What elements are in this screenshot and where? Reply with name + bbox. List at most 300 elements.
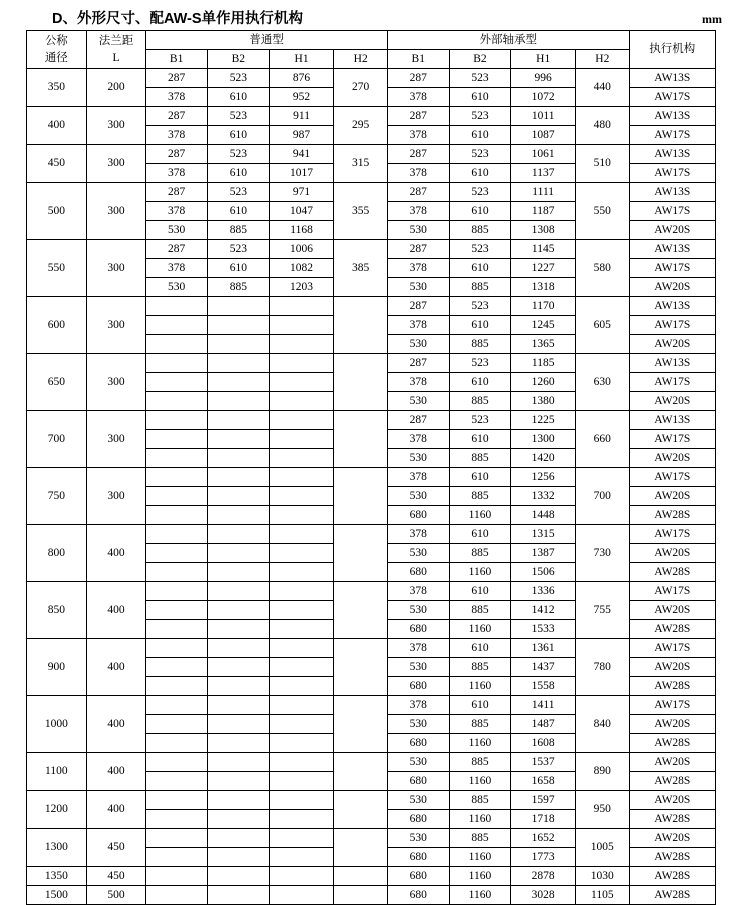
table-row: [27, 354, 716, 373]
cell-std-h1: 911: [269, 107, 334, 126]
cell-std-h1: [269, 468, 334, 487]
cell-ext-eb2: 610: [449, 202, 511, 221]
cell-std-b1: [146, 582, 208, 601]
cell-ext-eb1: 378: [387, 202, 449, 221]
cell-actuator: AW20S: [629, 278, 715, 297]
cell-ext-eb2: 885: [449, 278, 511, 297]
cell-std-b1: [146, 791, 208, 810]
cell-actuator: AW13S: [629, 107, 715, 126]
cell-ext-h2: 755: [576, 582, 629, 639]
cell-std-h1: 952: [269, 88, 334, 107]
cell-std-b2: [207, 392, 269, 411]
cell-actuator: AW28S: [629, 734, 715, 753]
table-row: [27, 791, 716, 810]
cell-std-h2: 270: [334, 69, 387, 107]
cell-ext-eb2: 885: [449, 658, 511, 677]
cell-nominal-diameter: 1000: [27, 696, 87, 753]
cell-std-h2: [334, 829, 387, 867]
cell-std-b1: [146, 316, 208, 335]
cell-ext-eb1: 530: [387, 544, 449, 563]
header-b2: B2: [207, 50, 269, 69]
cell-std-h1: [269, 335, 334, 354]
cell-std-b2: 610: [207, 259, 269, 278]
cell-ext-eb2: 610: [449, 696, 511, 715]
cell-std-b1: 378: [146, 259, 208, 278]
table-row: [27, 886, 716, 905]
cell-ext-eb1: 378: [387, 639, 449, 658]
cell-flange-distance: 400: [86, 525, 146, 582]
cell-ext-eb1: 378: [387, 164, 449, 183]
cell-std-h1: [269, 791, 334, 810]
cell-actuator: AW17S: [629, 202, 715, 221]
cell-actuator: AW28S: [629, 810, 715, 829]
cell-ext-eb1: 530: [387, 829, 449, 848]
cell-nominal-diameter: 1200: [27, 791, 87, 829]
cell-ext-eb1: 680: [387, 734, 449, 753]
cell-std-b2: 610: [207, 202, 269, 221]
cell-ext-eh1: 1361: [511, 639, 576, 658]
cell-std-b2: [207, 373, 269, 392]
cell-ext-h2: 510: [576, 145, 629, 183]
cell-std-h1: [269, 544, 334, 563]
cell-ext-eh1: 1185: [511, 354, 576, 373]
table-head: [27, 31, 716, 69]
cell-actuator: AW20S: [629, 753, 715, 772]
cell-actuator: AW13S: [629, 145, 715, 164]
cell-nominal-diameter: 600: [27, 297, 87, 354]
cell-std-b1: [146, 696, 208, 715]
cell-ext-eb1: 378: [387, 259, 449, 278]
cell-ext-eb1: 378: [387, 582, 449, 601]
cell-std-b2: [207, 601, 269, 620]
cell-ext-eb1: 378: [387, 430, 449, 449]
cell-std-b2: [207, 772, 269, 791]
cell-actuator: AW28S: [629, 677, 715, 696]
cell-ext-eb2: 885: [449, 449, 511, 468]
header-row-groups: [27, 31, 716, 50]
cell-ext-eb2: 885: [449, 791, 511, 810]
cell-std-b1: [146, 734, 208, 753]
cell-ext-eb1: 530: [387, 278, 449, 297]
cell-std-h1: 941: [269, 145, 334, 164]
cell-ext-eh1: 1380: [511, 392, 576, 411]
cell-std-b2: [207, 354, 269, 373]
cell-nominal-diameter: 650: [27, 354, 87, 411]
cell-ext-eb2: 885: [449, 487, 511, 506]
cell-ext-eb2: 885: [449, 829, 511, 848]
cell-actuator: AW20S: [629, 829, 715, 848]
cell-flange-distance: 400: [86, 696, 146, 753]
cell-nominal-diameter: 700: [27, 411, 87, 468]
header-ext-b2: B2: [449, 50, 511, 69]
header-nominal-diameter-line2: 通径: [44, 51, 68, 64]
cell-ext-eb1: 530: [387, 715, 449, 734]
cell-std-b2: 610: [207, 126, 269, 145]
cell-actuator: AW20S: [629, 715, 715, 734]
cell-ext-h2: 1105: [576, 886, 629, 905]
cell-ext-h2: 630: [576, 354, 629, 411]
cell-actuator: AW17S: [629, 126, 715, 145]
cell-std-b2: [207, 677, 269, 696]
cell-ext-eb2: 523: [449, 107, 511, 126]
cell-nominal-diameter: 800: [27, 525, 87, 582]
cell-ext-eb1: 680: [387, 620, 449, 639]
cell-ext-h2: 440: [576, 69, 629, 107]
cell-std-b2: [207, 544, 269, 563]
cell-nominal-diameter: 900: [27, 639, 87, 696]
cell-std-b1: 287: [146, 69, 208, 88]
cell-ext-eh1: 1072: [511, 88, 576, 107]
cell-ext-eb1: 378: [387, 525, 449, 544]
cell-ext-eh1: 1608: [511, 734, 576, 753]
cell-ext-eb2: 523: [449, 240, 511, 259]
cell-std-h1: 876: [269, 69, 334, 88]
header-ext-b1: B1: [387, 50, 449, 69]
cell-std-b1: 378: [146, 202, 208, 221]
cell-std-b1: [146, 373, 208, 392]
cell-std-b2: [207, 506, 269, 525]
cell-actuator: AW28S: [629, 848, 715, 867]
cell-ext-eh1: 1537: [511, 753, 576, 772]
cell-actuator: AW17S: [629, 164, 715, 183]
cell-std-h2: [334, 753, 387, 791]
cell-std-b1: [146, 392, 208, 411]
table-row: [27, 468, 716, 487]
cell-std-b2: [207, 715, 269, 734]
cell-std-b2: [207, 297, 269, 316]
cell-std-h1: [269, 316, 334, 335]
cell-ext-eb1: 680: [387, 848, 449, 867]
cell-std-b1: [146, 430, 208, 449]
cell-actuator: AW17S: [629, 696, 715, 715]
cell-actuator: AW17S: [629, 639, 715, 658]
cell-ext-eb2: 610: [449, 430, 511, 449]
cell-actuator: AW20S: [629, 335, 715, 354]
cell-actuator: AW17S: [629, 468, 715, 487]
cell-actuator: AW17S: [629, 430, 715, 449]
cell-ext-eb2: 610: [449, 373, 511, 392]
cell-ext-eh1: 1558: [511, 677, 576, 696]
cell-actuator: AW13S: [629, 69, 715, 88]
cell-actuator: AW17S: [629, 316, 715, 335]
cell-std-b2: [207, 848, 269, 867]
cell-ext-eh1: 1332: [511, 487, 576, 506]
cell-ext-eb1: 378: [387, 126, 449, 145]
cell-std-b1: [146, 487, 208, 506]
table-row: [27, 297, 716, 316]
cell-flange-distance: 300: [86, 240, 146, 297]
table-row: [27, 829, 716, 848]
cell-ext-h2: 1005: [576, 829, 629, 867]
header-nominal-diameter-line1: 公称: [44, 34, 68, 47]
cell-ext-eb1: 530: [387, 487, 449, 506]
cell-flange-distance: 200: [86, 69, 146, 107]
cell-ext-h2: 890: [576, 753, 629, 791]
cell-std-b1: [146, 297, 208, 316]
cell-std-b1: [146, 468, 208, 487]
cell-std-b1: 530: [146, 221, 208, 240]
cell-ext-eb1: 378: [387, 373, 449, 392]
cell-ext-eb2: 1160: [449, 886, 511, 905]
cell-ext-eb1: 530: [387, 753, 449, 772]
cell-actuator: AW20S: [629, 221, 715, 240]
cell-actuator: AW20S: [629, 601, 715, 620]
cell-ext-h2: 580: [576, 240, 629, 297]
cell-actuator: AW20S: [629, 791, 715, 810]
cell-ext-eb2: 885: [449, 753, 511, 772]
cell-std-b2: [207, 696, 269, 715]
cell-std-h1: [269, 696, 334, 715]
cell-std-b2: [207, 582, 269, 601]
cell-std-b1: 530: [146, 278, 208, 297]
cell-ext-eb2: 610: [449, 88, 511, 107]
cell-std-b2: [207, 829, 269, 848]
cell-actuator: AW13S: [629, 411, 715, 430]
cell-ext-eh1: 1011: [511, 107, 576, 126]
cell-actuator: AW20S: [629, 487, 715, 506]
cell-ext-eb2: 610: [449, 525, 511, 544]
cell-std-h1: [269, 525, 334, 544]
cell-std-b2: 885: [207, 221, 269, 240]
cell-ext-eb2: 523: [449, 354, 511, 373]
cell-std-b2: [207, 886, 269, 905]
cell-std-h2: [334, 639, 387, 696]
cell-actuator: AW20S: [629, 544, 715, 563]
cell-nominal-diameter: 350: [27, 69, 87, 107]
cell-ext-eh1: 1318: [511, 278, 576, 297]
cell-std-b1: [146, 411, 208, 430]
cell-ext-eb2: 1160: [449, 867, 511, 886]
cell-actuator: AW28S: [629, 506, 715, 525]
cell-std-h2: [334, 886, 387, 905]
cell-std-b1: [146, 867, 208, 886]
cell-ext-eb1: 378: [387, 468, 449, 487]
cell-std-b2: [207, 487, 269, 506]
cell-actuator: AW28S: [629, 867, 715, 886]
cell-ext-eb2: 610: [449, 164, 511, 183]
cell-actuator: AW13S: [629, 354, 715, 373]
cell-ext-eb2: 885: [449, 544, 511, 563]
cell-std-h2: [334, 468, 387, 525]
cell-std-b2: [207, 449, 269, 468]
cell-ext-eh1: 1187: [511, 202, 576, 221]
cell-ext-eb2: 1160: [449, 506, 511, 525]
table-row: [27, 183, 716, 202]
cell-actuator: AW13S: [629, 297, 715, 316]
cell-ext-eb1: 287: [387, 240, 449, 259]
cell-std-b1: [146, 639, 208, 658]
cell-nominal-diameter: 1300: [27, 829, 87, 867]
cell-std-h1: [269, 411, 334, 430]
header-actuator: 执行机构: [629, 31, 715, 69]
cell-actuator: AW28S: [629, 886, 715, 905]
cell-ext-eb1: 287: [387, 411, 449, 430]
cell-std-h2: [334, 867, 387, 886]
cell-ext-eb2: 1160: [449, 677, 511, 696]
cell-ext-eb2: 610: [449, 468, 511, 487]
cell-ext-eb2: 1160: [449, 848, 511, 867]
cell-ext-eb1: 287: [387, 107, 449, 126]
cell-flange-distance: 400: [86, 582, 146, 639]
cell-ext-eh1: 1487: [511, 715, 576, 734]
cell-nominal-diameter: 450: [27, 145, 87, 183]
table-row: [27, 69, 716, 88]
cell-std-b1: [146, 829, 208, 848]
cell-ext-eh1: 1227: [511, 259, 576, 278]
cell-std-h1: [269, 354, 334, 373]
cell-ext-eb1: 287: [387, 69, 449, 88]
cell-ext-eb1: 680: [387, 772, 449, 791]
cell-std-h1: 971: [269, 183, 334, 202]
cell-std-h1: [269, 715, 334, 734]
cell-std-h1: [269, 506, 334, 525]
cell-std-h2: 355: [334, 183, 387, 240]
header-group-external-bearing: 外部轴承型: [387, 31, 629, 50]
cell-std-h1: [269, 430, 334, 449]
cell-std-b2: [207, 525, 269, 544]
cell-std-h1: 1017: [269, 164, 334, 183]
cell-nominal-diameter: 1100: [27, 753, 87, 791]
cell-ext-eh1: 1718: [511, 810, 576, 829]
header-flange-distance: [86, 31, 146, 69]
cell-ext-eb1: 287: [387, 183, 449, 202]
header-ext-h1: H1: [511, 50, 576, 69]
cell-ext-eh1: 1658: [511, 772, 576, 791]
cell-std-b1: 287: [146, 145, 208, 164]
cell-actuator: AW17S: [629, 259, 715, 278]
cell-flange-distance: 300: [86, 411, 146, 468]
cell-ext-h2: 730: [576, 525, 629, 582]
cell-std-b1: 378: [146, 164, 208, 183]
cell-std-b2: [207, 411, 269, 430]
cell-ext-eb2: 885: [449, 715, 511, 734]
cell-ext-eb2: 1160: [449, 620, 511, 639]
cell-std-h1: [269, 886, 334, 905]
cell-nominal-diameter: 1500: [27, 886, 87, 905]
cell-std-b1: [146, 886, 208, 905]
cell-ext-eh1: 996: [511, 69, 576, 88]
cell-ext-eh1: 1170: [511, 297, 576, 316]
cell-std-b2: [207, 620, 269, 639]
header-h1: H1: [269, 50, 334, 69]
cell-nominal-diameter: 750: [27, 468, 87, 525]
cell-std-h2: [334, 696, 387, 753]
cell-ext-eh1: 1111: [511, 183, 576, 202]
cell-actuator: AW17S: [629, 525, 715, 544]
cell-std-b2: 523: [207, 240, 269, 259]
cell-std-h1: 1082: [269, 259, 334, 278]
cell-ext-eb2: 523: [449, 411, 511, 430]
cell-actuator: AW13S: [629, 183, 715, 202]
cell-actuator: AW17S: [629, 88, 715, 107]
table-row: [27, 696, 716, 715]
cell-ext-eb2: 885: [449, 335, 511, 354]
cell-ext-eh1: 1245: [511, 316, 576, 335]
cell-std-b1: [146, 715, 208, 734]
cell-ext-eh1: 1336: [511, 582, 576, 601]
cell-ext-eb2: 610: [449, 639, 511, 658]
cell-nominal-diameter: 1350: [27, 867, 87, 886]
cell-std-h1: 1203: [269, 278, 334, 297]
cell-std-b2: 523: [207, 145, 269, 164]
cell-std-b1: [146, 563, 208, 582]
cell-std-b2: [207, 335, 269, 354]
page-title: D、外形尺寸、配AW-S单作用执行机构: [52, 11, 304, 27]
table-row: [27, 639, 716, 658]
cell-ext-eh1: 1773: [511, 848, 576, 867]
cell-std-h1: [269, 867, 334, 886]
cell-ext-eb1: 680: [387, 886, 449, 905]
cell-ext-eh1: 1061: [511, 145, 576, 164]
cell-std-h2: 315: [334, 145, 387, 183]
cell-ext-h2: 660: [576, 411, 629, 468]
cell-nominal-diameter: 500: [27, 183, 87, 240]
cell-ext-eh1: 2878: [511, 867, 576, 886]
cell-std-b2: 523: [207, 183, 269, 202]
title-row: [0, 0, 734, 30]
cell-ext-eh1: 1387: [511, 544, 576, 563]
cell-flange-distance: 300: [86, 107, 146, 145]
cell-std-h1: [269, 753, 334, 772]
cell-std-h1: [269, 297, 334, 316]
cell-ext-eh1: 1315: [511, 525, 576, 544]
cell-std-h2: [334, 297, 387, 354]
cell-flange-distance: 450: [86, 867, 146, 886]
cell-ext-eb1: 530: [387, 392, 449, 411]
cell-std-b2: [207, 468, 269, 487]
cell-std-h1: [269, 848, 334, 867]
cell-flange-distance: 400: [86, 639, 146, 696]
cell-ext-eh1: 1308: [511, 221, 576, 240]
cell-std-h2: [334, 525, 387, 582]
cell-std-b1: [146, 354, 208, 373]
cell-std-b1: [146, 810, 208, 829]
cell-actuator: AW28S: [629, 563, 715, 582]
cell-ext-eb1: 287: [387, 354, 449, 373]
header-h2: H2: [334, 50, 387, 69]
cell-ext-eb1: 680: [387, 810, 449, 829]
cell-std-h2: [334, 354, 387, 411]
cell-actuator: AW28S: [629, 620, 715, 639]
header-ext-h2: H2: [576, 50, 629, 69]
cell-std-h1: [269, 620, 334, 639]
cell-actuator: AW20S: [629, 658, 715, 677]
cell-std-b1: 287: [146, 183, 208, 202]
cell-ext-eb2: 523: [449, 297, 511, 316]
cell-std-b2: [207, 791, 269, 810]
cell-std-b2: [207, 430, 269, 449]
cell-ext-eb2: 523: [449, 145, 511, 164]
unit-label: mm: [702, 12, 722, 26]
cell-ext-eb2: 610: [449, 126, 511, 145]
cell-std-h1: [269, 658, 334, 677]
cell-std-h1: [269, 639, 334, 658]
cell-ext-h2: 700: [576, 468, 629, 525]
cell-ext-eh1: 1437: [511, 658, 576, 677]
cell-std-b1: 378: [146, 126, 208, 145]
cell-ext-eh1: 1137: [511, 164, 576, 183]
cell-ext-eb1: 530: [387, 658, 449, 677]
cell-ext-eb1: 680: [387, 563, 449, 582]
cell-std-b1: [146, 848, 208, 867]
cell-std-b1: [146, 753, 208, 772]
cell-ext-eb2: 523: [449, 183, 511, 202]
cell-std-h1: [269, 601, 334, 620]
cell-std-b1: 378: [146, 88, 208, 107]
cell-ext-eb2: 1160: [449, 810, 511, 829]
cell-std-b1: [146, 506, 208, 525]
cell-std-h2: [334, 411, 387, 468]
